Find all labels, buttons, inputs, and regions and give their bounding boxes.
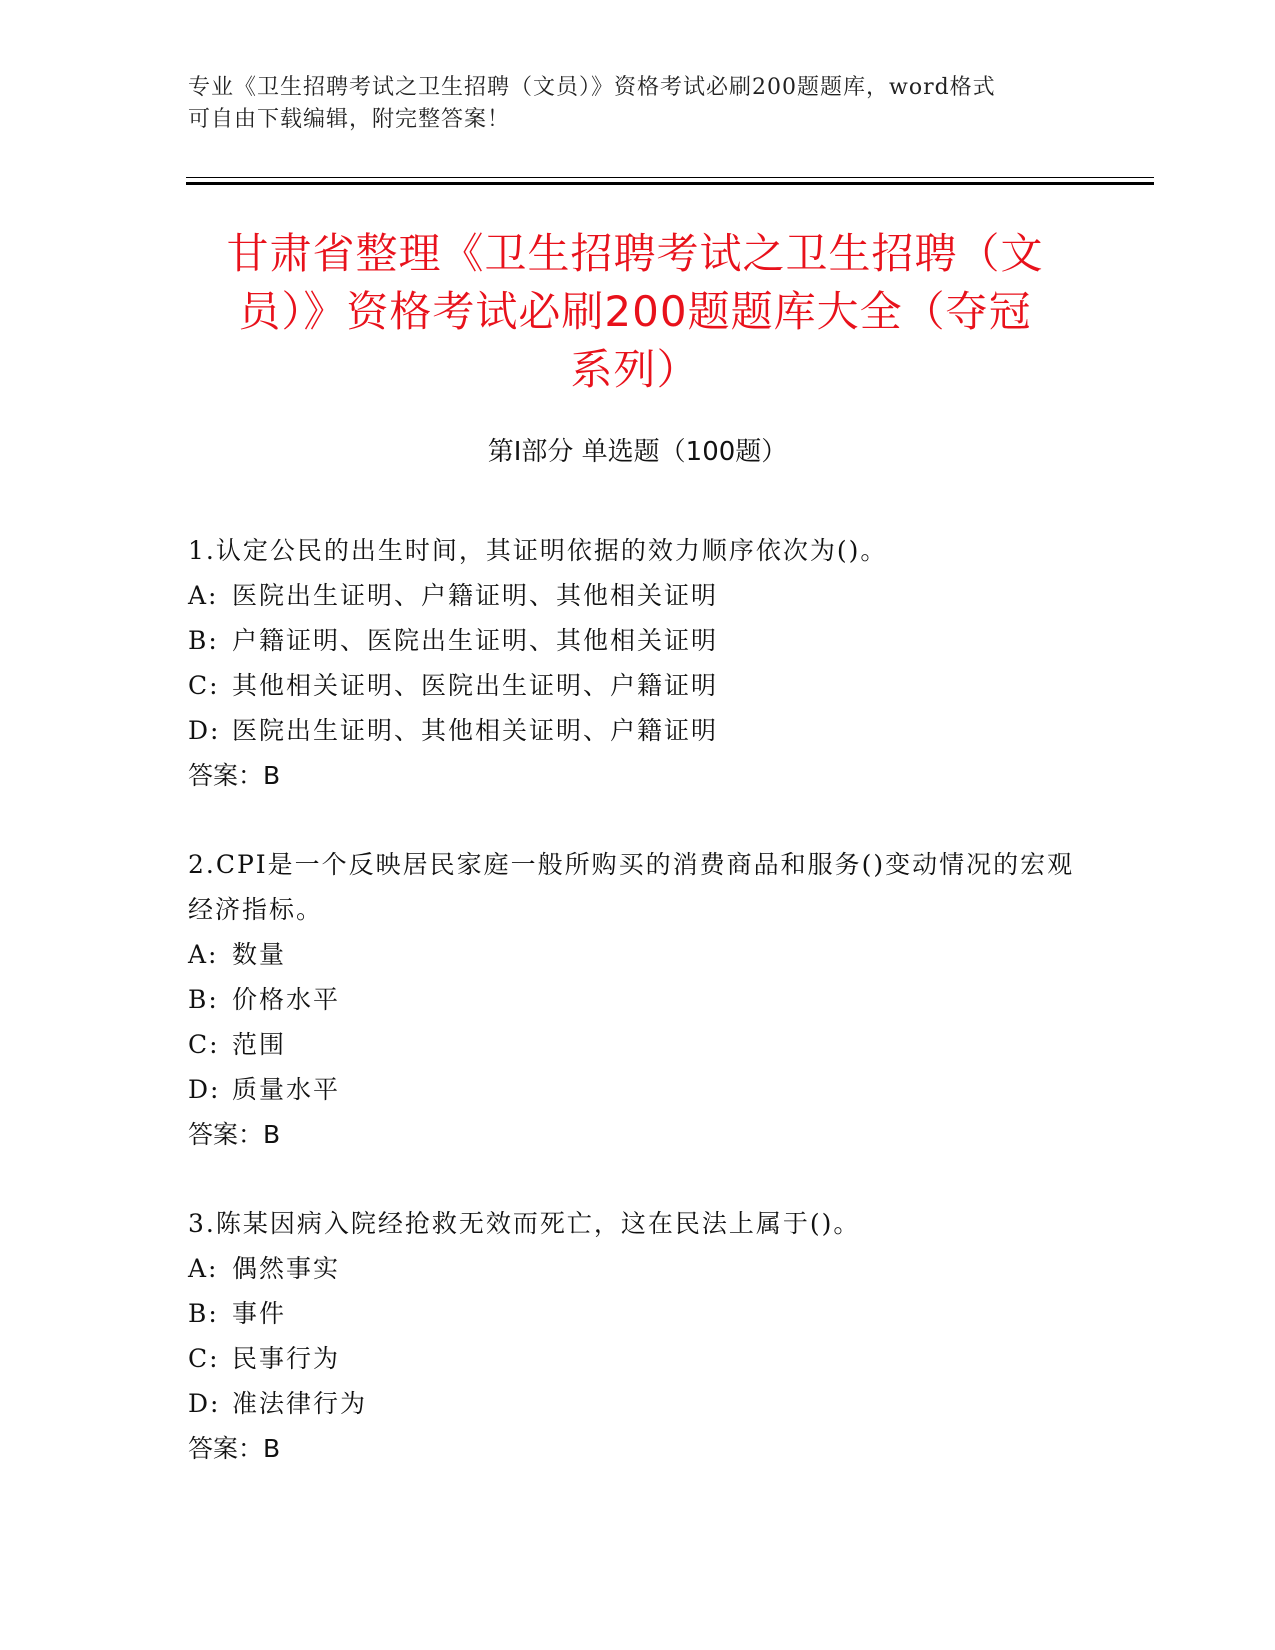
option-a [188,932,1088,977]
option-text: 医院出生证明、其他相关证明、户籍证明 [232,716,719,745]
document-title [195,225,1075,399]
option-c [188,663,1088,708]
option-key: D: [188,716,221,745]
option-text: 质量水平 [232,1075,341,1104]
option-text: 价格水平 [232,985,341,1014]
option-b [188,1291,1088,1336]
header-note [188,72,1088,136]
option-d [188,708,1088,753]
header-divider-thick [186,182,1154,185]
option-text: 数量 [232,940,287,969]
option-b [188,618,1088,663]
question-text: 3.陈某因病入院经抢救无效而死亡，这在民法上属于()。 [188,1209,861,1238]
option-d [188,1381,1088,1426]
option-key: C: [188,1344,220,1373]
header-note-line-1: 专业《卫生招聘考试之卫生招聘（文员）》资格考试必刷200题题库，word格式 [188,75,996,100]
document-title-line-1: 甘肃省整理《卫生招聘考试之卫生招聘（文 [226,229,1044,278]
option-b [188,977,1088,1022]
option-key: C: [188,671,220,700]
option-text: 户籍证明、医院出生证明、其他相关证明 [232,626,719,655]
question-3 [188,1201,1088,1471]
option-key: D: [188,1075,221,1104]
option-c [188,1336,1088,1381]
option-a [188,573,1088,618]
option-key: A: [188,940,219,969]
answer-line: 答案：B [188,1434,281,1463]
section-heading: 第Ⅰ部分 单选题（100题） [487,437,788,467]
document-title-line-3: 系列） [570,345,700,394]
option-key: A: [188,581,219,610]
question-text: 2.CPI是一个反映居民家庭一般所购买的消费商品和服务()变动情况的宏观经济指标。 [188,850,1075,924]
answer-line: 答案：B [188,1120,281,1149]
document-title-line-2: 员）》资格考试必刷200题题库大全（夺冠 [238,287,1032,336]
question-1 [188,528,1088,798]
header-divider-thin [186,177,1154,178]
option-key: B: [188,626,219,655]
option-key: B: [188,1299,219,1328]
option-text: 医院出生证明、户籍证明、其他相关证明 [232,581,719,610]
option-a [188,1246,1088,1291]
question-text: 1.认定公民的出生时间，其证明依据的效力顺序依次为()。 [188,536,888,565]
option-key: C: [188,1030,220,1059]
question-2 [188,842,1088,1157]
option-text: 范围 [232,1030,287,1059]
option-text: 事件 [232,1299,287,1328]
option-text: 准法律行为 [232,1389,368,1418]
option-d [188,1067,1088,1112]
option-key: D: [188,1389,221,1418]
answer-line: 答案：B [188,761,281,790]
option-key: B: [188,985,219,1014]
option-text: 偶然事实 [232,1254,341,1283]
option-key: A: [188,1254,219,1283]
option-text: 民事行为 [232,1344,341,1373]
question-list [188,528,1088,1515]
option-text: 其他相关证明、医院出生证明、户籍证明 [232,671,719,700]
option-c [188,1022,1088,1067]
header-note-line-2: 可自由下载编辑，附完整答案！ [188,107,511,132]
